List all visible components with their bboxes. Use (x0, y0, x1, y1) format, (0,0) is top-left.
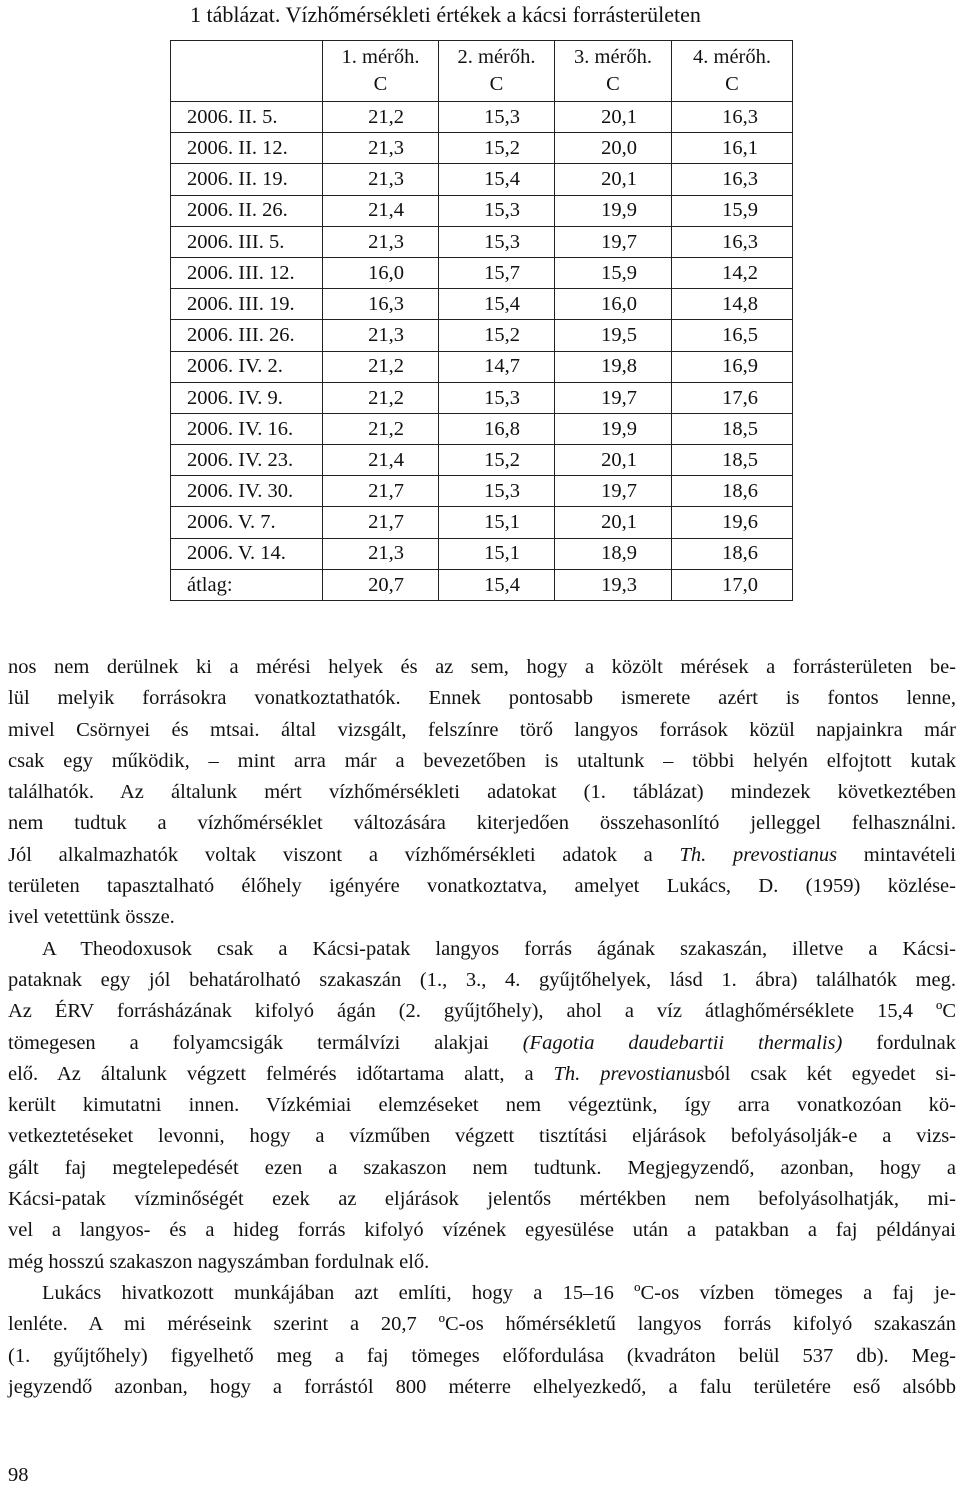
temperature-cell: 20,0 (555, 133, 672, 164)
text-span: Kácsi-patak vízminőségét ezek az eljárások jelentős mértékben nem befolyásolhatják, mi- (8, 1188, 956, 1211)
date-cell: átlag: (171, 569, 323, 600)
temperature-cell: 21,2 (323, 351, 439, 382)
text-span: mivel Csörnyei és mtsai. által vizsgált, felszínre törő langyos források közül napjainkra már (8, 718, 956, 741)
table-header-row (171, 41, 793, 102)
temperature-cell: 19,5 (555, 320, 672, 351)
text-span: ivel vetettünk össze. (8, 906, 175, 929)
date-cell: 2006. V. 7. (171, 507, 323, 538)
italic-text: (Fagotia daudebartii thermalis) (522, 1031, 843, 1054)
temperature-cell: 15,9 (555, 257, 672, 288)
temperature-cell: 19,3 (555, 569, 672, 600)
temperature-cell: 15,3 (439, 226, 555, 257)
text-line (8, 965, 956, 996)
text-span: gált faj megtelepedését ezen a szakaszon nem tudtunk. Megjegyzendő, azonban, hogy a (8, 1156, 956, 1179)
table-row (171, 413, 793, 444)
table-row (171, 445, 793, 476)
text-span: nem tudtuk a vízhőmérséklet változására kiterjedően összehasonlító jelleggel felhasználni. (8, 812, 956, 835)
table-row (171, 164, 793, 195)
table-row (171, 476, 793, 507)
temperature-cell: 21,3 (323, 226, 439, 257)
text-span: lül melyik forrásokra vonatkoztathatók. Ennek pontosabb ismerete azért is fontos lenne, (8, 687, 956, 710)
table-caption: 1 táblázat. Vízhőmérsékleti értékek a kácsi forrásterületen (190, 2, 701, 27)
temperature-cell: 15,3 (439, 476, 555, 507)
header-cell-date (171, 41, 323, 102)
text-span: területen tapasztalható élőhely igényére vonatkoztatva, amelyet Lukács, D. (1959) közlése- (8, 875, 956, 898)
text-span: csak egy működik, – mint arra már a bevezetőben is utaltunk – többi helyén elfojtott kutak (8, 749, 956, 772)
temperature-cell: 20,1 (555, 445, 672, 476)
temperature-cell: 18,9 (555, 538, 672, 569)
text-span: A Theodoxusok csak a Kácsi-patak langyos forrás ágának szakaszán, illetve a Kácsi- (42, 937, 956, 960)
temperature-cell: 15,2 (439, 133, 555, 164)
date-cell: 2006. IV. 16. (171, 413, 323, 444)
table-row (171, 195, 793, 226)
temperature-cell: 19,8 (555, 351, 672, 382)
temperature-cell: 15,3 (439, 382, 555, 413)
header-cell-site-1: 1. mérőh. C (323, 41, 439, 102)
text-span: vel a langyos- és a hideg forrás kifolyó vízének egyesülése után a patakban a faj példányai (8, 1219, 956, 1242)
text-span: jegyzendő azonban, hogy a forrástól 800 méterre elhelyezkedő, a falu területére eső alsóbb (8, 1375, 956, 1398)
text-span: vetkeztetéseket levonni, hogy a vízműben végzett tisztítási eljárások befolyásolják-e a vizs- (8, 1125, 956, 1148)
text-line (8, 934, 956, 965)
text-line (8, 1309, 956, 1340)
date-cell: 2006. II. 26. (171, 195, 323, 226)
temperature-cell: 19,7 (555, 476, 672, 507)
text-span: mintavételi (837, 843, 956, 866)
table-row (171, 538, 793, 569)
text-span: találhatók. Az általunk mért vízhőmérsékleti adatokat (1. táblázat) mindezek következtében (8, 781, 956, 804)
temperature-cell: 15,2 (439, 445, 555, 476)
text-span (706, 844, 733, 866)
table-row (171, 226, 793, 257)
header-cell-site-4: 4. mérőh. C (672, 41, 793, 102)
date-cell: 2006. V. 14. (171, 538, 323, 569)
temperature-cell: 18,6 (672, 538, 793, 569)
temperature-cell: 21,3 (323, 164, 439, 195)
text-span: került kimutatni innen. Vízkémiai elemzéseket nem végeztünk, így arra vonatkozóan kö- (8, 1094, 956, 1117)
table-row (171, 257, 793, 288)
text-line (8, 871, 956, 902)
temperature-cell: 15,9 (672, 195, 793, 226)
temperature-cell: 15,7 (439, 257, 555, 288)
temperature-cell: 14,7 (439, 351, 555, 382)
date-cell: 2006. IV. 2. (171, 351, 323, 382)
temperature-cell: 15,2 (439, 320, 555, 351)
temperature-cell: 20,7 (323, 569, 439, 600)
text-line (8, 1184, 956, 1215)
text-span: tömegesen a folyamcsigák termálvízi alakjai (8, 1031, 523, 1054)
italic-text: Th. prevostianus (553, 1062, 705, 1085)
text-span: ból csak két egyedet si- (704, 1062, 956, 1085)
text-span: Az ÉRV forrásházának kifolyó ágán (2. gyűjtőhely), ahol a víz átlaghőmérséklete 15,4 ºC (8, 1000, 956, 1023)
temperature-cell: 18,5 (672, 413, 793, 444)
temperature-cell: 20,1 (555, 507, 672, 538)
date-cell: 2006. II. 12. (171, 133, 323, 164)
text-span: (1. gyűjtőhely) figyelhető meg a faj tömeges előfordulása (kvadráton belül 537 db). Meg- (8, 1344, 956, 1367)
temperature-cell: 20,1 (555, 102, 672, 133)
temperature-cell: 21,3 (323, 538, 439, 569)
text-span: elő. Az általunk végzett felmérés időtartama alatt, a (8, 1062, 554, 1085)
temperature-cell: 15,1 (439, 538, 555, 569)
text-span: lenléte. A mi méréseink szerint a 20,7 ºC-os hőmérsékletű langyos forrás kifolyó szakaszán (8, 1313, 956, 1336)
header-cell-site-2: 2. mérőh. C (439, 41, 555, 102)
temperature-cell: 21,7 (323, 507, 439, 538)
text-span: még hosszú szakaszon nagyszámban fordulnak elő. (8, 1250, 430, 1273)
temperature-cell: 15,4 (439, 289, 555, 320)
date-cell: 2006. IV. 23. (171, 445, 323, 476)
date-cell: 2006. II. 19. (171, 164, 323, 195)
date-cell: 2006. III. 19. (171, 289, 323, 320)
date-cell: 2006. III. 12. (171, 257, 323, 288)
temperature-cell: 17,6 (672, 382, 793, 413)
temperature-cell: 16,1 (672, 133, 793, 164)
temperature-cell: 18,5 (672, 445, 793, 476)
text-line (8, 1278, 956, 1309)
date-cell: 2006. III. 5. (171, 226, 323, 257)
temperature-cell: 19,7 (555, 226, 672, 257)
temperature-cell: 21,3 (323, 320, 439, 351)
date-cell: 2006. IV. 30. (171, 476, 323, 507)
temperature-cell: 19,9 (555, 413, 672, 444)
temperature-cell: 16,3 (672, 226, 793, 257)
temperature-cell: 15,3 (439, 195, 555, 226)
temperature-cell: 19,9 (555, 195, 672, 226)
temperature-cell: 21,2 (323, 413, 439, 444)
text-span: nos nem derülnek ki a mérési helyek és az sem, hogy a közölt mérések a forrásterületen be- (8, 656, 956, 678)
temperature-cell: 15,1 (439, 507, 555, 538)
text-line (8, 683, 956, 714)
temperature-cell: 21,3 (323, 133, 439, 164)
table-row (171, 320, 793, 351)
text-line (8, 715, 956, 746)
date-cell: 2006. IV. 9. (171, 382, 323, 413)
temperature-cell: 18,6 (672, 476, 793, 507)
text-line (8, 996, 956, 1027)
body-text (8, 652, 956, 1403)
table-row (171, 102, 793, 133)
text-line (8, 746, 956, 777)
temperature-cell: 16,0 (555, 289, 672, 320)
temperature-cell: 16,9 (672, 351, 793, 382)
table-row (171, 133, 793, 164)
page-number: 98 (8, 1464, 29, 1486)
temperature-cell: 21,2 (323, 102, 439, 133)
temperature-cell: 21,4 (323, 445, 439, 476)
temperature-cell: 16,5 (672, 320, 793, 351)
temperature-cell: 15,3 (439, 102, 555, 133)
date-cell: 2006. III. 26. (171, 320, 323, 351)
text-line (8, 652, 956, 683)
text-span: Lukács hivatkozott munkájában azt említi, hogy a 15–16 ºC-os vízben tömeges a faj je- (42, 1281, 956, 1304)
temperature-cell: 16,3 (672, 164, 793, 195)
table-row-average (171, 569, 793, 600)
text-line (8, 1247, 956, 1278)
text-line (8, 840, 956, 871)
table-row (171, 351, 793, 382)
table-body (171, 102, 793, 601)
temperature-cell: 21,4 (323, 195, 439, 226)
temperature-cell: 20,1 (555, 164, 672, 195)
temperature-cell: 15,4 (439, 164, 555, 195)
text-line (8, 1059, 956, 1090)
text-span: fordulnak (842, 1031, 956, 1054)
date-cell: 2006. II. 5. (171, 102, 323, 133)
temperature-cell: 17,0 (672, 569, 793, 600)
text-line (8, 1153, 956, 1184)
table-row (171, 382, 793, 413)
text-line (8, 1372, 956, 1403)
temperature-cell: 16,8 (439, 413, 555, 444)
header-cell-site-3: 3. mérőh. C (555, 41, 672, 102)
water-temperature-table (170, 40, 793, 601)
italic-text: Th. (679, 843, 707, 866)
text-span: pataknak egy jól behatárolható szakaszán (1., 3., 4. gyűjtőhelyek, lásd 1. ábra) találhatók meg. (8, 968, 956, 991)
text-line (8, 1028, 956, 1059)
text-line (8, 1341, 956, 1372)
temperature-cell: 21,2 (323, 382, 439, 413)
text-span: Jól alkalmazhatók voltak viszont a vízhőmérsékleti adatok a (8, 843, 680, 866)
temperature-cell: 21,7 (323, 476, 439, 507)
temperature-cell: 19,6 (672, 507, 793, 538)
temperature-cell: 16,0 (323, 257, 439, 288)
text-line (8, 1215, 956, 1246)
temperature-cell: 15,4 (439, 569, 555, 600)
text-line (8, 777, 956, 808)
temperature-cell: 16,3 (672, 102, 793, 133)
italic-text: prevostianus (733, 843, 838, 866)
table-row (171, 507, 793, 538)
text-line (8, 902, 956, 933)
temperature-cell: 14,2 (672, 257, 793, 288)
temperature-cell: 14,8 (672, 289, 793, 320)
temperature-cell: 16,3 (323, 289, 439, 320)
table-row (171, 289, 793, 320)
text-line (8, 808, 956, 839)
temperature-cell: 19,7 (555, 382, 672, 413)
text-line (8, 1090, 956, 1121)
text-line (8, 1121, 956, 1152)
